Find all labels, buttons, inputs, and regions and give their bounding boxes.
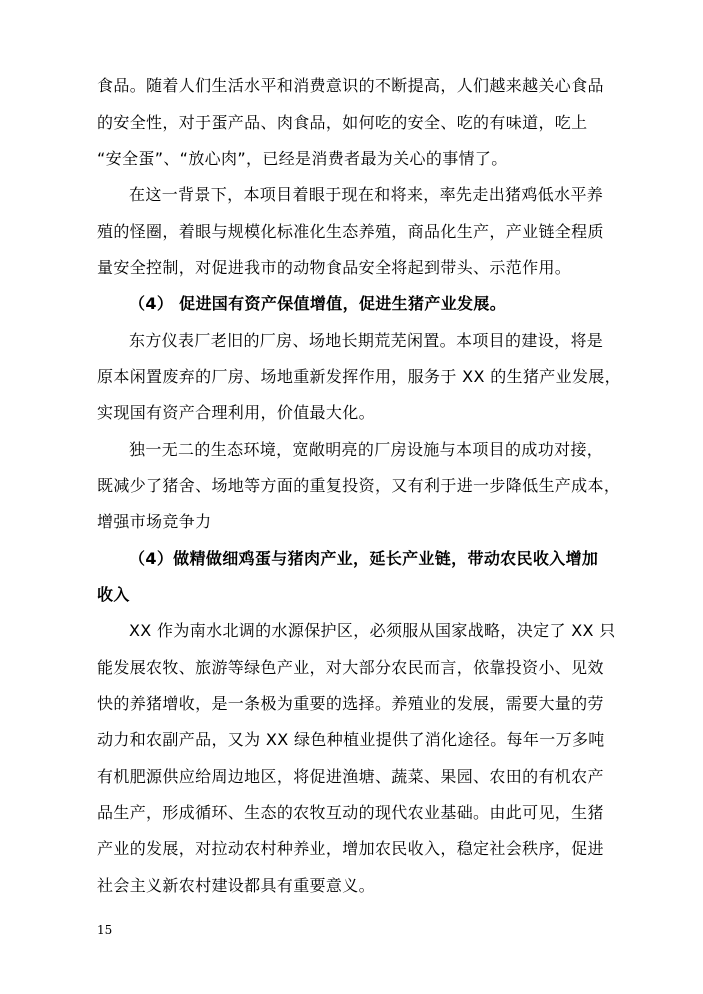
body-line: 独一无二的生态环境，宽敞明亮的厂房设施与本项目的成功对接， xyxy=(129,440,604,459)
body-line: 殖的怪圈，着眼与规模化标准化生态养殖，商品化生产，产业链全程质 xyxy=(97,222,604,241)
body-line: 增强市场竞争力 xyxy=(97,512,212,531)
body-line: 动力和农副产品，又为 XX 绿色种植业提供了消化途径。每年一万多吨 xyxy=(97,730,605,749)
section-heading: （4）做精做细鸡蛋与猪肉产业，延长产业链，带动农民收入增加 xyxy=(129,549,599,568)
body-line: 食品。随着人们生活水平和消费意识的不断提高，人们越来越关心食品 xyxy=(97,76,604,95)
section-heading: （4） 促进国有资产保值增值，促进生猪产业发展。 xyxy=(129,294,507,313)
body-line: 社会主义新农村建设都具有重要意义。 xyxy=(97,876,375,895)
body-line: 量安全控制，对促进我市的动物食品安全将起到带头、示范作用。 xyxy=(97,258,572,277)
page-number: 15 xyxy=(97,923,113,937)
body-line: 有机肥源供应给周边地区，将促进渔塘、蔬菜、果园、农田的有机农产 xyxy=(97,767,604,786)
body-line: 的安全性，对于蛋产品、肉食品，如何吃的安全、吃的有味道，吃上 xyxy=(97,113,588,132)
body-line: 品生产，形成循环、生态的农牧互动的现代农业基础。由此可见，生猪 xyxy=(97,803,604,822)
body-line: 东方仪表厂老旧的厂房、场地长期荒芜闲置。本项目的建设，将是 xyxy=(129,331,604,350)
body-line: 在这一背景下，本项目着眼于现在和将来，率先走出猪鸡低水平养 xyxy=(129,185,604,204)
body-line: 产业的发展，对拉动农村种养业，增加农民收入，稳定社会秩序，促进 xyxy=(97,839,604,858)
body-line: XX 作为南水北调的水源保护区，必须服从国家战略，决定了 XX 只 xyxy=(129,621,616,640)
body-line: 原本闲置废弃的厂房、场地重新发挥作用，服务于 XX 的生猪产业发展， xyxy=(97,367,621,386)
body-line: 既减少了猪舍、场地等方面的重复投资，又有利于进一步降低生产成本， xyxy=(97,476,621,495)
body-line: “安全蛋”、“放心肉”，已经是消费者最为关心的事情了。 xyxy=(97,149,508,168)
body-line: 能发展农牧、旅游等绿色产业，对大部分农民而言，依靠投资小、见效 xyxy=(97,658,604,677)
body-line: 快的养猪增收，是一条极为重要的选择。养殖业的发展，需要大量的劳 xyxy=(97,694,604,713)
section-heading-continued: 收入 xyxy=(97,585,130,604)
body-line: 实现国有资产合理利用，价值最大化。 xyxy=(97,403,375,422)
